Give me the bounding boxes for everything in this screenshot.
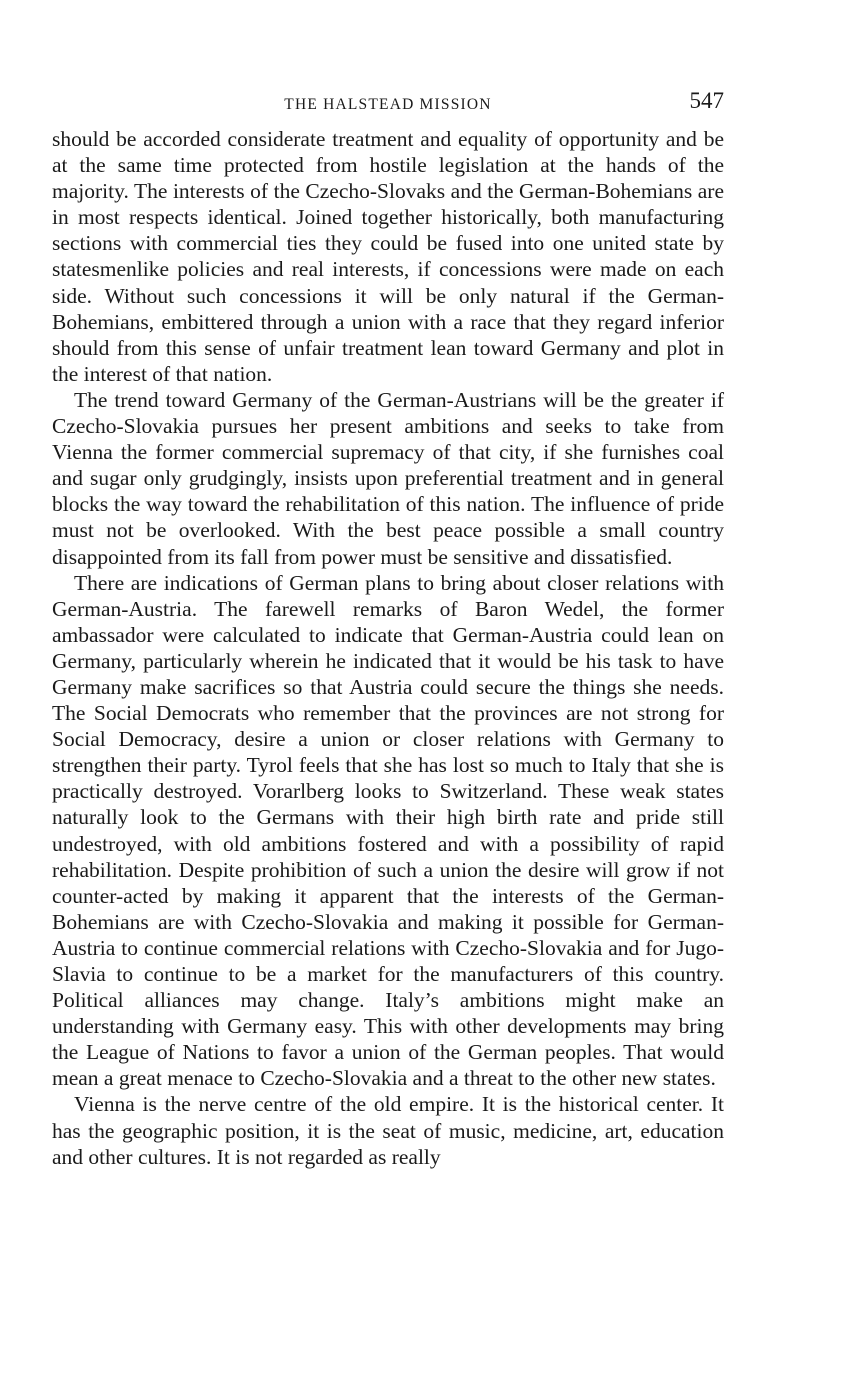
page-number: 547: [689, 88, 724, 113]
paragraph-1: should be accorded considerate treatment and equality of opportunity and be at the same time protected from hostile legislation at the hands of the majority. The interests of the Czecho-Slovaks and the German-Bohemians are in most respects identical. Joined together historically, both manufacturing sections with commercial ties they could be fused into one united state by statesmenlike policies and real interests, if concessions were made on each side. Without such concessions it will be only natural if the German-Bohemians, embittered through a union with a race that they regard inferior should from this sense of unfair treatment lean toward Germany and plot in the interest of that nation.: [52, 127, 724, 386]
paragraph-3: There are indications of German plans to bring about closer relations with German-Austria. The farewell remarks of Baron Wedel, the former ambassador were calculated to indicate that German-Austria could lean on Germany, particularly wherein he indicated that it would be his task to have Germany make sacrifices so that Austria could secure the things she needs. The Social Democrats who remember that the provinces are not strong for Social Democracy, desire a union or closer relations with Germany to strengthen their party. Tyrol feels that she has lost so much to Italy that she is practically destroyed. Vorarlberg looks to Switzerland. These weak states naturally look to the Germans with their high birth rate and pride still undestroyed, with old ambitions fostered and with a possibility of rapid rehabilitation. Despite prohibition of such a union the desire will grow if not counter-acted by making it apparent that the interests of the German-Bohemians are with Czecho-Slovakia and making it possible for German-Austria to continue commercial relations with Czecho-Slovakia and for Jugo-Slavia to continue to be a market for the manufacturers of this country. Political alliances may change. Italy’s ambitions might make an understanding with Germany easy. This with other developments may bring the League of Nations to favor a union of the German peoples. That would mean a great menace to Czecho-Slovakia and a threat to the other new states.: [52, 570, 724, 1091]
paragraph-2: The trend toward Germany of the German-Austrians will be the greater if Czecho-Slovakia pursues her present ambitions and seeks to take from Vienna the former commercial supremacy of that city, if she furnishes coal and sugar only grudgingly, insists upon preferential treatment and in general blocks the way toward the rehabilitation of this nation. The influence of pride must not be overlooked. With the best peace possible a small country disappointed from its fall from power must be sensitive and dissatisfied.: [52, 387, 724, 569]
body-text: [52, 126, 724, 1170]
running-head: [52, 88, 724, 120]
paragraph-4: Vienna is the nerve centre of the old empire. It is the historical center. It has the geographic position, it is the seat of music, medicine, art, education and other cultures. It is not regarded as really: [52, 1092, 724, 1169]
book-page: [52, 88, 724, 1170]
running-title: THE HALSTEAD MISSION: [284, 96, 492, 113]
